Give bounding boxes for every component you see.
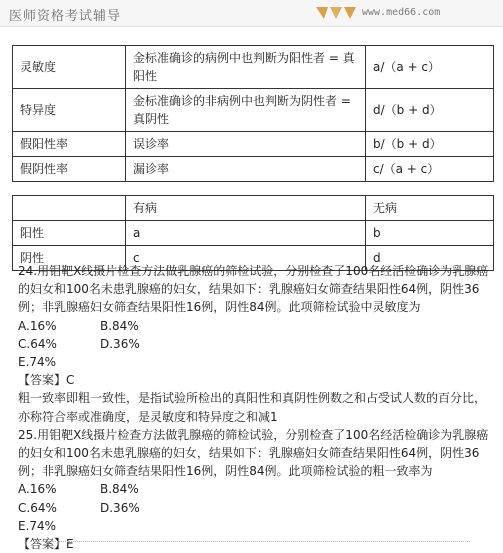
table-row	[13, 132, 494, 157]
question-24-stem: 24.用钼靶X线摄片检查方法做乳腺癌的筛检试验，分别检查了100名经活检确诊为乳腺癌的妇女和100名未患乳腺癌的妇女，结果如下：乳腺癌妇女筛查结果阳性64例，阴性36例；非乳腺癌妇女筛查结果阳性16例，阴性84例。此项筛检试验中灵敏度为	[18, 264, 489, 315]
table-cell: d/（b + d）	[366, 89, 494, 132]
table-cell: 灵敏度	[13, 46, 126, 89]
option: B.84%	[100, 482, 139, 497]
options-row	[18, 353, 496, 371]
option: A.16%	[18, 482, 57, 497]
table-header-row	[13, 196, 494, 221]
options-row	[18, 517, 496, 535]
med66-logo-icon	[314, 5, 358, 21]
option: E.74%	[18, 518, 57, 533]
table-cell: d	[366, 246, 494, 271]
table-cell: 金标准确诊的病例中也判断为阳性者 = 真阳性	[126, 46, 366, 89]
option: E.74%	[18, 355, 57, 370]
option: B.84%	[100, 318, 139, 333]
option: C.64%	[18, 336, 57, 351]
table-row	[13, 46, 494, 89]
table-cell: a/（a + c）	[366, 46, 494, 89]
table-cell: b	[366, 221, 494, 246]
table-row	[13, 157, 494, 182]
table-cell: b/（b + d）	[366, 132, 494, 157]
explanation-24: 粗一致率即粗一致性，是指试验所检出的真阳性和真阴性例数之和占受试人数的百分比，亦称符合率或准确度，是灵敏度和特异度之和减1	[18, 391, 487, 424]
options-row	[18, 499, 496, 517]
option: D.36%	[100, 336, 140, 351]
contingency-table	[12, 195, 494, 271]
table-cell: 漏诊率	[126, 157, 366, 182]
table-cell: 阳性	[13, 221, 126, 246]
table-cell: c/（a + c）	[366, 157, 494, 182]
table-header-cell: 无病	[366, 196, 494, 221]
option: A.16%	[18, 318, 57, 333]
question-25-stem: 25.用钼靶X线摄片检查方法做乳腺癌的筛检试验，分别检查了100名经活检确诊为乳腺癌的妇女和100名未患乳腺癌的妇女，结果如下：乳腺癌妇女筛查结果阳性64例，阴性36例；非乳腺癌妇女筛查结果阳性16例，阴性84例。此项筛检试验的粗一致率为	[18, 427, 489, 479]
answer-24: 【答案】C	[18, 373, 75, 388]
table-cell: 假阳性率	[13, 132, 126, 157]
table-cell: 特异度	[13, 89, 126, 132]
page-cut-divider	[30, 541, 470, 546]
options-row	[18, 317, 496, 335]
table-cell: 误诊率	[126, 132, 366, 157]
option: D.36%	[100, 500, 140, 515]
table-cell: 金标准确诊的非病例中也判断为阴性者 = 真阴性	[126, 89, 366, 132]
options-row	[18, 335, 496, 353]
answer-25: 【答案】E	[18, 537, 74, 552]
table-cell: a	[126, 221, 366, 246]
table-cell: c	[126, 246, 366, 271]
table-cell: 假阴性率	[13, 157, 126, 182]
table-cell: 阴性	[13, 246, 126, 271]
table-row	[13, 221, 494, 246]
table-header-cell	[13, 196, 126, 221]
header-bar	[0, 0, 503, 27]
questions	[18, 262, 496, 553]
option: C.64%	[18, 500, 57, 515]
brand-title: 医师资格考试辅导	[9, 9, 122, 24]
table-header-cell: 有病	[126, 196, 366, 221]
site-url: www.med66.com	[362, 7, 441, 18]
metrics-table	[12, 45, 494, 182]
table-row	[13, 89, 494, 132]
options-row	[18, 480, 496, 498]
